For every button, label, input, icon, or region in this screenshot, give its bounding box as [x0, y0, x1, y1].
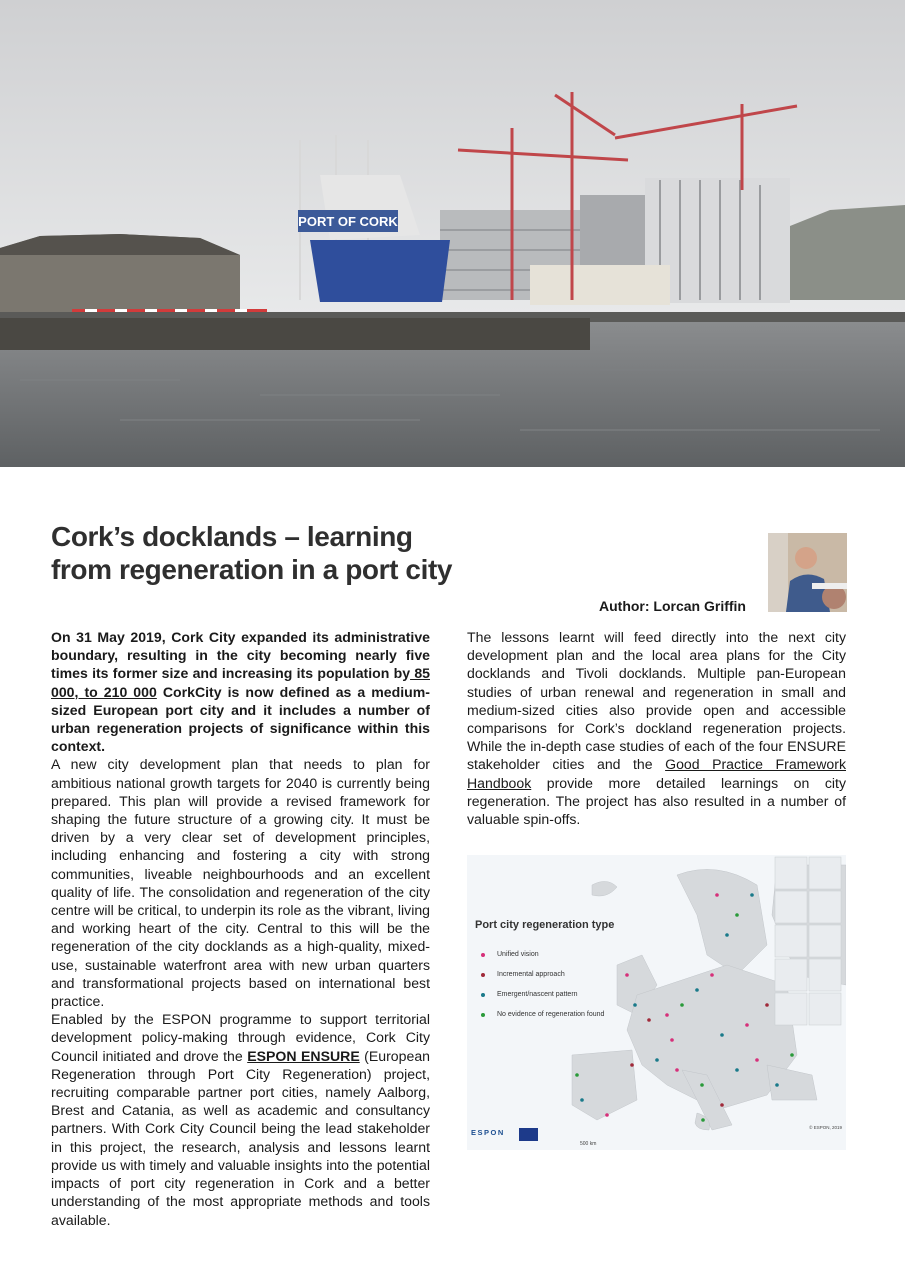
espon-ensure-link[interactable]: ESPON ENSURE — [247, 1047, 360, 1064]
legend-dot — [481, 953, 485, 957]
population-link[interactable]: 85 000, to 210 000 — [51, 665, 430, 700]
header-photo — [0, 0, 905, 467]
author-photo — [768, 533, 847, 612]
legend-item: Emergent/nascent pattern — [481, 985, 604, 1005]
port-sign: PORT OF CORK — [298, 214, 398, 229]
legend-dot — [481, 973, 485, 977]
left-column — [51, 628, 430, 1229]
regeneration-map — [467, 855, 846, 1150]
handbook-link[interactable]: Good Practice Framework Handbook — [467, 756, 846, 791]
lead-paragraph: On 31 May 2019, Cork City expanded its administrative boundary, resulting in the city becoming nearly five times its former size and increasing its population by 85 000, to 210 000 CorkCity is now defined as a medium-sized European port city and it includes a number of urban regeneration projects of significance within this context. — [51, 629, 430, 755]
title-line-1: Cork’s docklands – learning — [51, 521, 413, 552]
title-line-2: from regeneration in a port city — [51, 554, 453, 585]
right-column — [467, 628, 846, 828]
map-copyright: © ESPON, 2019 — [809, 1125, 842, 1130]
espon-logo: ESPON — [471, 1128, 505, 1137]
article-title — [51, 520, 471, 586]
body-paragraph-3: Enabled by the ESPON programme to support territorial development policy-making through evidence, Cork City Council initiated and drove the ESPON ENSURE (European Regeneration through Port City Regeneration) project, recruiting comparable partner port cities, namely Aalborg, Brest and Catania, as well as academic and consultancy partners. With Cork City Council being the lead stakeholder in this project, the research, analysis and lessons learnt provide us with timely and valuable insights into the potential impacts of port city regeneration in Cork and a better understanding of the most appropriate methods and tools available. — [51, 1011, 431, 1228]
legend-item: Incremental approach — [481, 965, 604, 985]
body-paragraph-right: The lessons learnt will feed directly into the next city development plan and the local area plans for the City docklands and Tivoli docklands. Multiple pan-European studies of urban renewal and regeneration in small and medium-sized cities also provide open and accessible comparisons for Cork’s dockland regeneration projects. While the in-depth case studies of each of the four ENSURE stakeholder cities and the Good Practice Framework Handbook provide more detailed learnings on city regeneration. The project has also resulted in a number of valuable spin-offs. — [467, 629, 846, 828]
legend-dot — [481, 993, 485, 997]
author-name: Author: Lorcan Griffin — [599, 598, 746, 614]
legend-item: Unified vision — [481, 945, 604, 965]
map-legend — [481, 945, 604, 1025]
legend-dot — [481, 1013, 485, 1017]
map-title: Port city regeneration type — [475, 919, 615, 931]
map-scale: 500 km — [580, 1141, 597, 1147]
body-paragraph-2: A new city development plan that needs to plan for ambitious national growth targets for 2040 is currently being prepared. This plan will provide a revised framework for shaping the future structure of a growing city. It must be driven by a very clear set of development principles, including enhancing and fostering a city with strong communities, liveable neighbourhoods and an excellent quality of life. The consolidation and regeneration of the city centre will be critical, to underpin its role as the vibrant, living and working heart of the city. Central to this will be the regeneration of the city docklands as a high-quality, mixed-use, sustainable waterfront area with new urban quarters and transformational projects based on international best practice. — [51, 756, 430, 1010]
eu-flag-icon — [519, 1128, 538, 1141]
legend-item: No evidence of regeneration found — [481, 1005, 604, 1025]
